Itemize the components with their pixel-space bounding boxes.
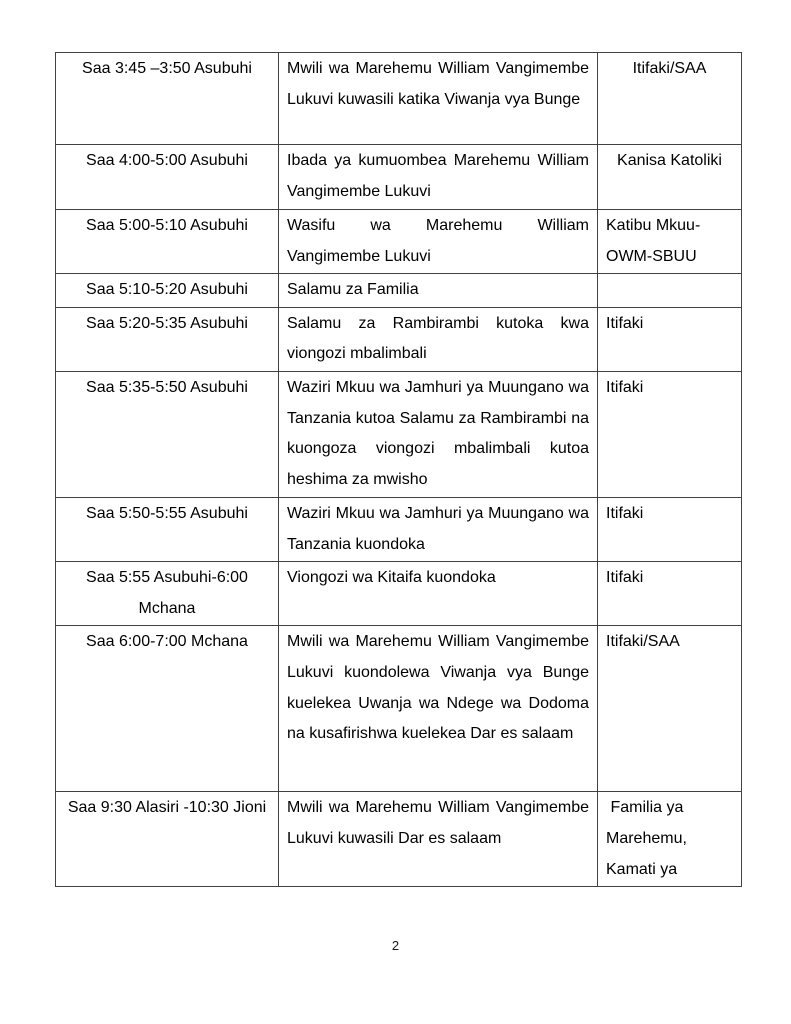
table-row: [56, 53, 742, 145]
time-cell: Saa 5:00-5:10 Asubuhi: [56, 210, 279, 274]
activity-cell: Ibada ya kumuombea Marehemu William Vangimembe Lukuvi: [279, 145, 598, 210]
activity-cell: Mwili wa Marehemu William Vangimembe Lukuvi kuwasili Dar es salaam: [279, 792, 598, 887]
responsible-cell: Familia ya Marehemu, Kamati ya: [598, 792, 742, 887]
table-row: [56, 371, 742, 497]
table-row: [56, 562, 742, 626]
time-cell: Saa 4:00-5:00 Asubuhi: [56, 145, 279, 210]
table-row: [56, 274, 742, 308]
responsible-cell: Katibu Mkuu-OWM-SBUU: [598, 210, 742, 274]
activity-cell: Mwili wa Marehemu William Vangimembe Lukuvi kuwasili katika Viwanja vya Bunge: [279, 53, 598, 145]
responsible-cell: Itifaki: [598, 497, 742, 561]
responsible-cell: Itifaki: [598, 307, 742, 371]
responsible-cell: Kanisa Katoliki: [598, 145, 742, 210]
time-cell: Saa 6:00-7:00 Mchana: [56, 626, 279, 792]
responsible-cell: Itifaki: [598, 562, 742, 626]
time-cell: Saa 9:30 Alasiri -10:30 Jioni: [56, 792, 279, 887]
funeral-program-schedule-table: [55, 52, 742, 887]
time-cell: Saa 5:55 Asubuhi-6:00 Mchana: [56, 562, 279, 626]
time-cell: Saa 3:45 –3:50 Asubuhi: [56, 53, 279, 145]
activity-cell: Viongozi wa Kitaifa kuondoka: [279, 562, 598, 626]
table-row: [56, 497, 742, 561]
activity-cell: Mwili wa Marehemu William Vangimembe Lukuvi kuondolewa Viwanja vya Bunge kuelekea Uwanja wa Ndege wa Dodoma na kusafirishwa kuelekea Dar es salaam: [279, 626, 598, 792]
responsible-cell: Itifaki/SAA: [598, 626, 742, 792]
table-row: [56, 307, 742, 371]
activity-cell: Waziri Mkuu wa Jamhuri ya Muungano wa Tanzania kuondoka: [279, 497, 598, 561]
responsible-cell: Itifaki/SAA: [598, 53, 742, 145]
table-row: [56, 145, 742, 210]
activity-cell: Salamu za Familia: [279, 274, 598, 308]
table-row: [56, 626, 742, 792]
responsible-cell: [598, 274, 742, 308]
page-number: 2: [391, 938, 400, 953]
activity-cell: Wasifu wa Marehemu William Vangimembe Lukuvi: [279, 210, 598, 274]
time-cell: Saa 5:10-5:20 Asubuhi: [56, 274, 279, 308]
activity-cell: Salamu za Rambirambi kutoka kwa viongozi mbalimbali: [279, 307, 598, 371]
time-cell: Saa 5:35-5:50 Asubuhi: [56, 371, 279, 497]
responsible-cell: Itifaki: [598, 371, 742, 497]
time-cell: Saa 5:20-5:35 Asubuhi: [56, 307, 279, 371]
table-row: [56, 792, 742, 887]
table-row: [56, 210, 742, 274]
time-cell: Saa 5:50-5:55 Asubuhi: [56, 497, 279, 561]
activity-cell: Waziri Mkuu wa Jamhuri ya Muungano wa Tanzania kutoa Salamu za Rambirambi na kuongoza viongozi mbalimbali kutoa heshima za mwisho: [279, 371, 598, 497]
